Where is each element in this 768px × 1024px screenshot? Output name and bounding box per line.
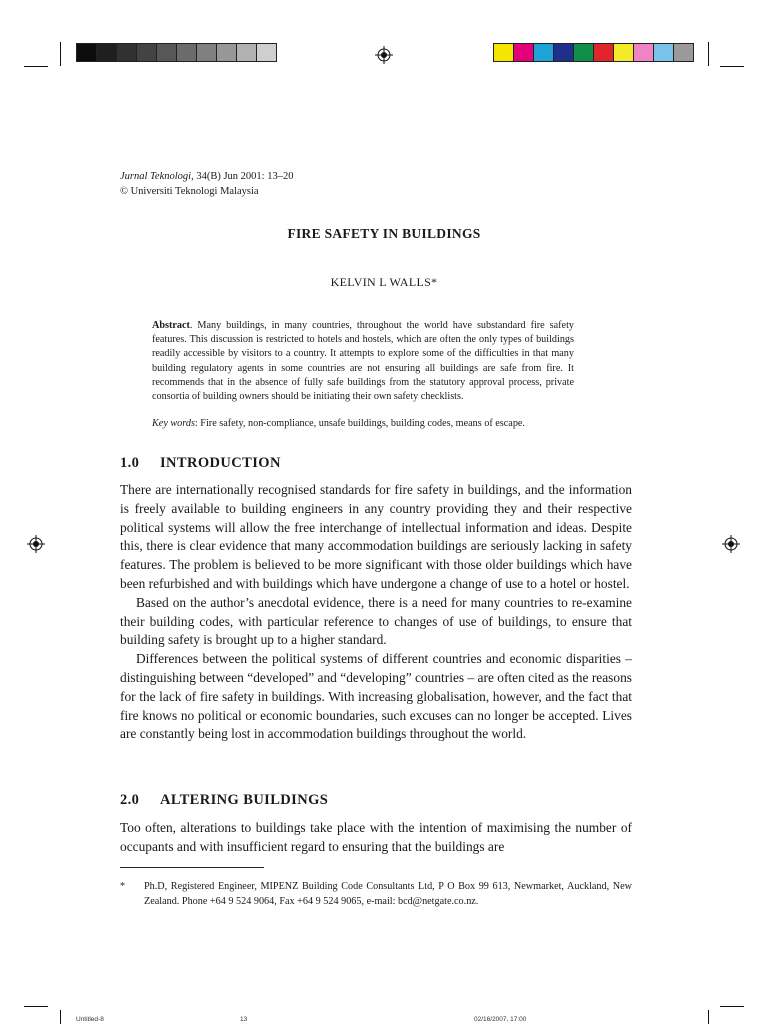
process-color-bar [493,43,694,62]
abstract-text: . Many buildings, in many countries, throughout the world have substandard fire safety features. This discussion is restricted to hotels and hostels, which are often the only types of buildings readily accessible by visitors to a country. It attempts to explore some of the difficulties in that many building regulatory agents in some countries are not ensuring all buildings are safe from fire. It recommends that in the absence of fully safe buildings from the statutory approval process, private consortia of building owners should be initiating their own safety checklists. [152,320,574,403]
body-paragraph: Differences between the political systems of different countries and economic disparities – distinguishing between “developed” and “developing” countries – are often cited as the reasons for the lack of fire safety in buildings. With increasing globalisation, however, and the fact that fire knows no political or economic boundaries, such excuses can no longer be accepted. Lives are constantly being lost in accommodation buildings throughout the world. [120,651,632,742]
body-paragraph: There are internationally recognised standards for fire safety in buildings, and the information is freely available to building engineers in any country providing they and their respective political systems will allow the free interchange of intellectual information and ideas. Despite this, there is clear evidence that many accommodation buildings are seriously lacking in safety features. The problem is believed to be more significant with those older buildings which have been refurbished and with buildings which have undergone a change of use to a hotel or hostel. [120,482,632,591]
color-swatch [137,44,157,61]
journal-citation-line [120,170,293,185]
footnote [120,879,632,909]
color-swatch [177,44,197,61]
abstract [152,319,574,404]
slug-page: 13 [240,1016,248,1023]
section-number: 1.0 [120,455,140,471]
section-body [120,481,632,744]
registration-mark-icon [375,46,393,64]
journal-copyright: © Universiti Teknologi Malaysia [120,185,259,197]
abstract-label: Abstract [152,320,190,331]
paper-title: FIRE SAFETY IN BUILDINGS [287,226,481,241]
section-title: INTRODUCTION [160,455,281,471]
journal-name: Jurnal Teknologi [120,171,192,182]
journal-issue: , 34(B) Jun 2001: 13–20 [191,171,294,182]
color-swatch [614,44,634,61]
slug-date: 02/16/2007, 17:00 [474,1016,527,1023]
section-heading [120,455,281,472]
color-swatch [534,44,554,61]
footnote-mark: * [120,881,126,892]
registration-mark-icon [27,535,45,553]
keywords-text: : Fire safety, non-compliance, unsafe buildings, building codes, means of escape. [194,418,525,429]
color-swatch [237,44,257,61]
footnote-text: Ph.D, Registered Engineer, MIPENZ Building Code Consultants Ltd, P O Box 99 613, Newmarket, Auckland, New Zealand. Phone +64 9 524 9064, Fax +64 9 524 9065, e-mail: bcd@netgate.co.nz. [144,881,632,907]
registration-mark-icon [722,535,740,553]
color-swatch [217,44,237,61]
color-swatch [674,44,693,61]
color-swatch [117,44,137,61]
color-swatch [77,44,97,61]
journal-citation [120,170,293,199]
color-swatch [634,44,654,61]
body-paragraph: Based on the author’s anecdotal evidence, there is a need for many countries to re-examine their building codes, with particular reference to changes of use of buildings, to ensure that building safety is brought up to a higher standard. [120,594,632,648]
color-swatch [514,44,534,61]
color-swatch [197,44,217,61]
footnote-rule [120,867,264,868]
section-body [120,819,632,857]
section-heading [120,792,328,809]
section-title: ALTERING BUILDINGS [160,792,329,808]
grayscale-color-bar [76,43,277,62]
color-swatch [654,44,674,61]
paper-author: KELVIN L WALLS* [330,275,438,289]
keywords-label: Key words [152,418,195,429]
slug-filename: Untitled-8 [76,1016,104,1023]
color-swatch [594,44,614,61]
keywords [152,417,592,431]
color-swatch [157,44,177,61]
body-paragraph: Too often, alterations to buildings take place with the intention of maximising the number of occupants and with insufficient regard to ensuring that the buildings are [120,820,632,854]
color-swatch [574,44,594,61]
color-swatch [494,44,514,61]
section-number: 2.0 [120,792,140,808]
color-swatch [257,44,276,61]
color-swatch [554,44,574,61]
color-swatch [97,44,117,61]
